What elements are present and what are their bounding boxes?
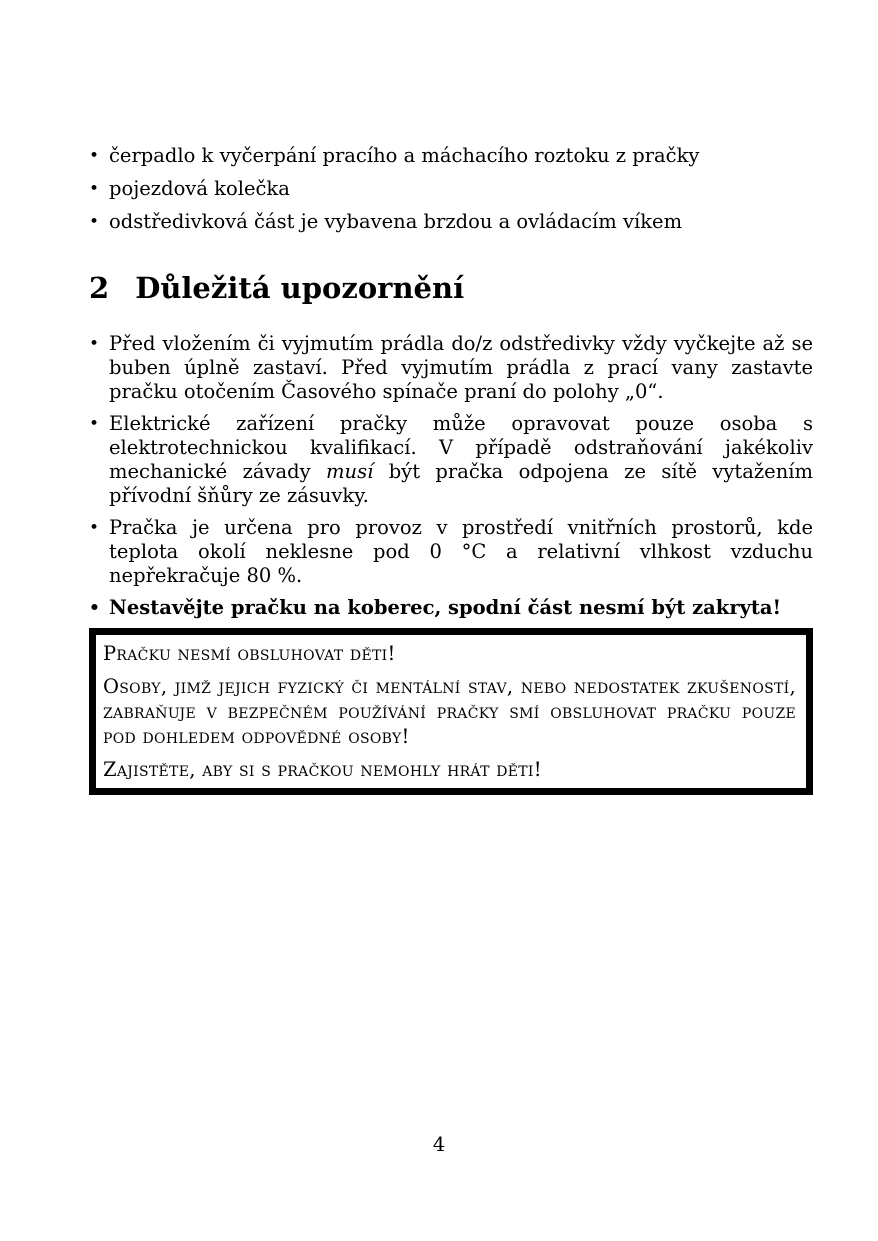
list-item: • Elektrické zařízení pračky může opravovat pouze osoba s elektrotechnickou kvalifikací. V případě odstraňování jakékoliv mechanické závady musí být pračka odpojena ze sítě vytažením přívodní šňůry ze zásuvky. bbox=[89, 412, 813, 507]
warning-notice-box bbox=[89, 628, 813, 795]
list-item: • Pračka je určena pro provoz v prostředí vnitřních prostorů, kde teplota okolí neklesne pod 0 °C a relativní vlhkost vzduchu nepřekračuje 80 %. bbox=[89, 516, 813, 587]
section-number: 2 bbox=[89, 271, 110, 305]
bullet-icon: • bbox=[89, 334, 100, 354]
warnings-list bbox=[89, 332, 813, 620]
list-item: • čerpadlo k vyčerpání pracího a máchacího roztoku z pračky bbox=[89, 144, 700, 167]
bullet-icon: • bbox=[89, 414, 100, 434]
list-item: • Nestavějte pračku na koberec, spodní část nesmí být zakryta! bbox=[89, 596, 782, 619]
bullet-icon: • bbox=[89, 212, 100, 232]
bullet-icon: • bbox=[89, 179, 100, 199]
notice-line: Osoby, jimž jejich fyzický či mentální stav, nebo nedostatek zkušeností, zabraňuje v bezpečném používání pračky smí obsluhovat pračku pouze pod dohledem odpovědné osoby! bbox=[103, 675, 796, 748]
list-item: • Před vložením či vyjmutím prádla do/z odstředivky vždy vyčkejte až se buben úplně zastaví. Před vyjmutím prádla z prací vany zastavte pračku otočením Časového spínače praní do polohy „0“. bbox=[89, 332, 813, 403]
bullet-icon: • bbox=[89, 518, 100, 538]
emphasis-text: musí bbox=[326, 460, 374, 483]
list-item: • odstředivková část je vybavena brzdou a ovládacím víkem bbox=[89, 210, 683, 233]
list-item: • pojezdová kolečka bbox=[89, 177, 290, 200]
notice-line: Pračku nesmí obsluhovat děti! bbox=[103, 642, 396, 665]
section-heading bbox=[89, 270, 813, 306]
bullet-icon: • bbox=[89, 146, 100, 166]
page-number: 4 bbox=[432, 1133, 446, 1156]
feature-list bbox=[89, 144, 813, 234]
bullet-icon: • bbox=[89, 598, 100, 618]
notice-line: Zajistěte, aby si s pračkou nemohly hrát děti! bbox=[103, 758, 542, 781]
section-title: Důležitá upozornění bbox=[135, 271, 465, 305]
page-content bbox=[89, 144, 813, 795]
